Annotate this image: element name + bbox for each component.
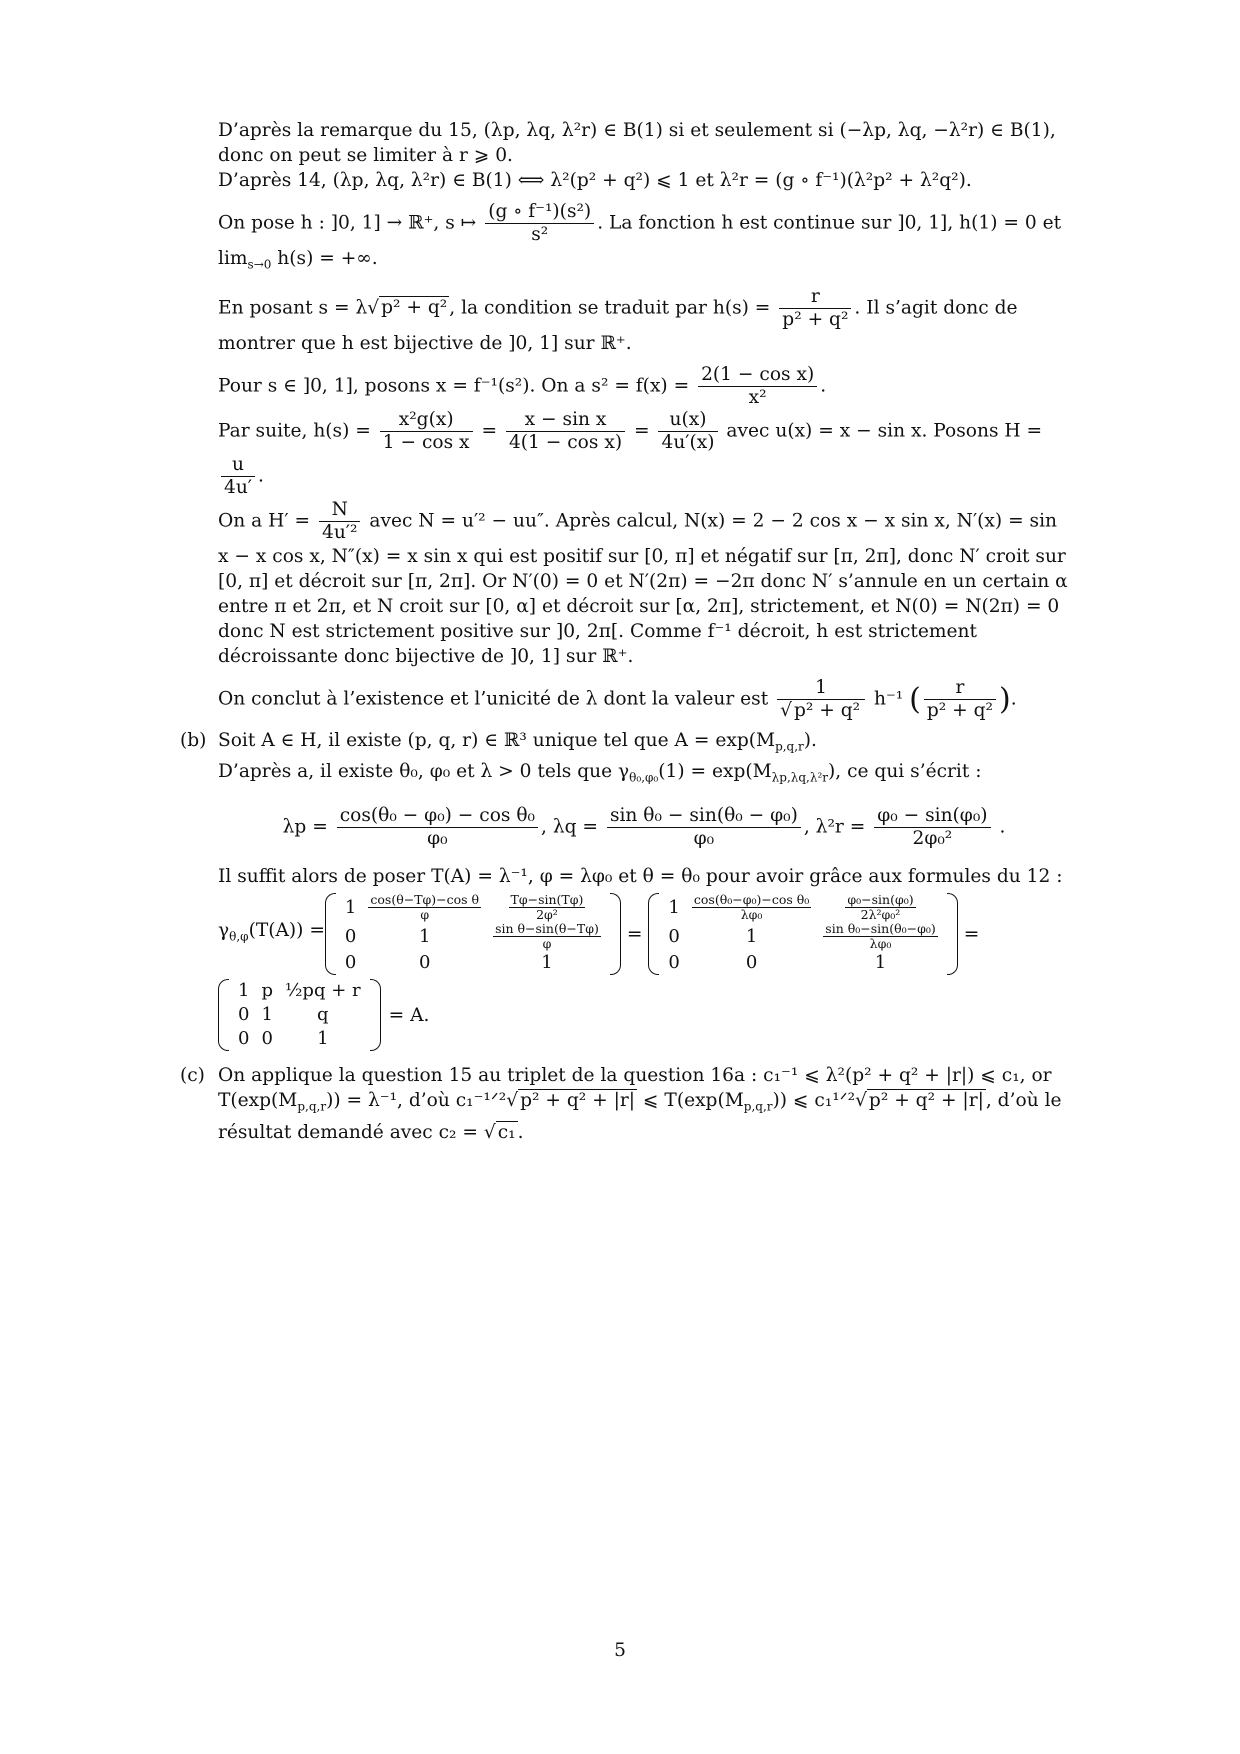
paragraph-pose-x: Pour s ∈ ]0, 1], posons x = f⁻¹(s²). On a s² = f(x) = $\frac{\text{2(1 − cos x)}}{\text{x²}}$ . bbox=[218, 363, 827, 408]
fraction-condition: $\frac{r}{\text{p² + q²}}$ bbox=[779, 286, 851, 331]
item-label-c: (c) bbox=[180, 1065, 205, 1087]
page-number: 5 bbox=[614, 1640, 626, 1661]
paragraph-substitution: En posant s = λ√ p² + q² , la condition se traduit par h(s) = $\frac{r}{\text{p² + q²}}$ . Il s’agit donc de montrer que h est bijective de ]0, 1] sur ℝ⁺. bbox=[218, 285, 1018, 354]
page-content bbox=[180, 118, 1070, 1145]
paragraph-suffit: Il suffit alors de poser T(A) = λ⁻¹, φ = λφ₀ et θ = θ₀ pour avoir grâce aux formules du 12 : bbox=[218, 866, 1063, 888]
matrix-equation: $\gamma_{\theta,\varphi}(T(A))$ = 1 $\frac{\text{cos(θ−Tφ)−cos θ}}{\varphi}$ $\frac{T\varphi-\sin(T\varphi)}{\text{2φ²}}$ 0 1 $\frac{\text{sin θ−sin(θ−Tφ)}}{\varphi}$ 0 0 1 = 1 $\frac{\text{cos(θ₀−φ₀)−cos θ₀}}{\text{λφ₀}}$ $\frac{\text{φ₀−sin(φ₀)}}{\text{2λ²φ₀²}}$ 0 1 $\frac{\text{sin θ₀−sin(θ₀−φ₀)}}{\text{λφ₀}}$ 0 0 1 = bbox=[218, 892, 980, 974]
fraction-h-def: $\frac{\text{(g ∘ f⁻¹)(s²)}}{\text{s²}}$ bbox=[485, 201, 594, 246]
display-equation-lambda: λp = $\frac{\text{cos(θ₀ − φ₀) − cos θ₀}}{\text{φ₀}}$ , λq = $\frac{\text{sin θ₀ − sin(θ₀ − φ₀)}}{\text{φ₀}}$ , λ²r = $\frac{\text{φ₀ − sin(φ₀)}}{\text{2φ₀²}}$ . bbox=[282, 805, 1006, 850]
paragraph-conclusion-lambda: On conclut à l’existence et l’unicité de λ dont la valeur est $\frac{1}{\text{√ p² + q²}}$ h⁻¹ ( $\frac{r}{\text{p² + q²}}$ ). bbox=[218, 676, 1017, 721]
paragraph-remark-15: D’après la remarque du 15, (λp, λq, λ²r) ∈ B(1) si et seulement si (−λp, λq, −λ²r) ∈ B(1), donc on peut se limiter à r ⩾ 0. bbox=[218, 120, 1056, 166]
matrix-gamma-theta-phi: 1 $\frac{\text{cos(θ−Tφ)−cos θ}}{\varphi}$ $\frac{T\varphi-\sin(T\varphi)}{\text{2φ²}}$ 0 1 $\frac{\text{sin θ−sin(θ−Tφ)}}{\varphi}$ 0 0 1 bbox=[325, 893, 621, 975]
paragraph-define-h: On pose h : ]0, 1] → ℝ⁺, s ↦ $\frac{\text{(g ∘ f⁻¹)(s²)}}{\text{s²}}$ . La fonction h est continue sur ]0, 1], h(1) = 0 et $\lim_{s\to 0} h(s)$ = +∞. bbox=[218, 201, 1062, 272]
paragraph-equivalence-14: D’après 14, (λp, λq, λ²r) ∈ B(1) ⟺ λ²(p² + q²) ⩽ 1 et λ²r = (g ∘ f⁻¹)(λ²p² + λ²q²). bbox=[218, 170, 972, 191]
fraction-f-of-x: $\frac{\text{2(1 − cos x)}}{\text{x²}}$ bbox=[698, 364, 817, 409]
item-label-b: (b) bbox=[180, 729, 207, 751]
matrix-result-row: 1 p ½pq + r 0 1 q 0 0 1 = A. bbox=[218, 979, 1070, 1051]
paragraph-par-suite: Par suite, h(s) = $\frac{\text{x²g(x)}}{\text{1 − cos x}}$ = $\frac{\text{x − sin x}}{\text{4(1 − cos x)}}$ = $\frac{u(x)}{4u'(x)}$ avec u(x) = x − sin x. Posons H = $\frac{u}{4u'}$ . bbox=[218, 408, 1043, 498]
matrix-pqr: 1 p ½pq + r 0 1 q 0 0 1 bbox=[218, 979, 381, 1051]
item-c: (c) On applique la question 15 au triplet de la question 16a : c₁⁻¹ ⩽ λ²(p² + q² + |r|) ⩽ c₁, or $T(\exp(M_{p,q,r})) = \lambda^{-1}$, d’où c₁⁻¹ᐟ²√ p² + q² + |r| ⩽ $T(\exp(M_{p,q,r}))$ ⩽ c₁¹ᐟ²√ p² + q² + |r| , d’où le résultat demandé avec c₂ = √ c₁ . bbox=[180, 1065, 1062, 1143]
item-b: (b) Soit A ∈ H, il existe (p, q, r) ∈ ℝ³ unique tel que $A = \exp(M_{p,q,r})$. D’après a, il existe θ₀, φ₀ et λ > 0 tels que $\gamma_{\theta_0,\varphi_0}(1) = \exp(M_{\lambda p,\lambda q,\lambda^2r})$, ce qui s’écrit : λp = $\frac{\text{cos(θ₀ − φ₀) − cos θ₀}}{\text{φ₀}}$ , λq = $\frac{\text{sin θ₀ − sin(θ₀ − φ₀)}}{\text{φ₀}}$ , λ²r = $\frac{\text{φ₀ − sin(φ₀)}}{\text{2φ₀²}}$ . Il suffit alors de poser T(A) = λ⁻¹, φ = λφ₀ et θ = θ₀ pour avoir grâce aux formules du 12 : $\gamma_{\theta,\varphi}(T(A))$ = 1 $\frac{\text{cos(θ−Tφ)−cos θ}}{\varphi}$ $\frac{T\varphi-\sin(T\varphi)}{\text{2φ²}}$ 0 1 $\frac{\text{sin θ−sin(θ−Tφ)}}{\varphi}$ 0 0 1 = 1 $\frac{\text{cos(θ₀−φ₀)−cos θ₀}}{\text{λφ₀}}$ $\frac{\text{φ₀−sin(φ₀)}}{\text{2λ²φ₀²}}$ 0 1 $\frac{\text{sin θ₀−sin(θ₀−φ₀)}}{\text{λφ₀}}$ 0 0 1 = 1 p ½pq + r 0 1 q 0 0 1 = A. bbox=[218, 728, 1070, 1051]
paragraph-derivative-analysis: On a H′ = $\frac{N}{\text{4u′²}}$ avec N = u′² − uu″. Après calcul, N(x) = 2 − 2 cos x − x sin x, N′(x) = sin x − x cos x, N″(x) = x sin x qui est positif sur [0, π] et négatif sur [π, 2π], donc N′ croit sur [0, π] et décroit sur [π, 2π]. Or N′(0) = 0 et N′(2π) = −2π donc N′ s’annule en un certain α entre π et 2π, et N croit sur [0, α] et décroit sur [α, 2π], strictement, et N(0) = N(2π) = 0 donc N est strictement positive sur ]0, 2π[. Comme f⁻¹ décroit, h est strictement décroissante donc bijective de ]0, 1] sur ℝ⁺. bbox=[218, 498, 1068, 667]
matrix-theta0-phi0: 1 $\frac{\text{cos(θ₀−φ₀)−cos θ₀}}{\text{λφ₀}}$ $\frac{\text{φ₀−sin(φ₀)}}{\text{2λ²φ₀²}}$ 0 1 $\frac{\text{sin θ₀−sin(θ₀−φ₀)}}{\text{λφ₀}}$ 0 0 1 bbox=[648, 893, 957, 975]
